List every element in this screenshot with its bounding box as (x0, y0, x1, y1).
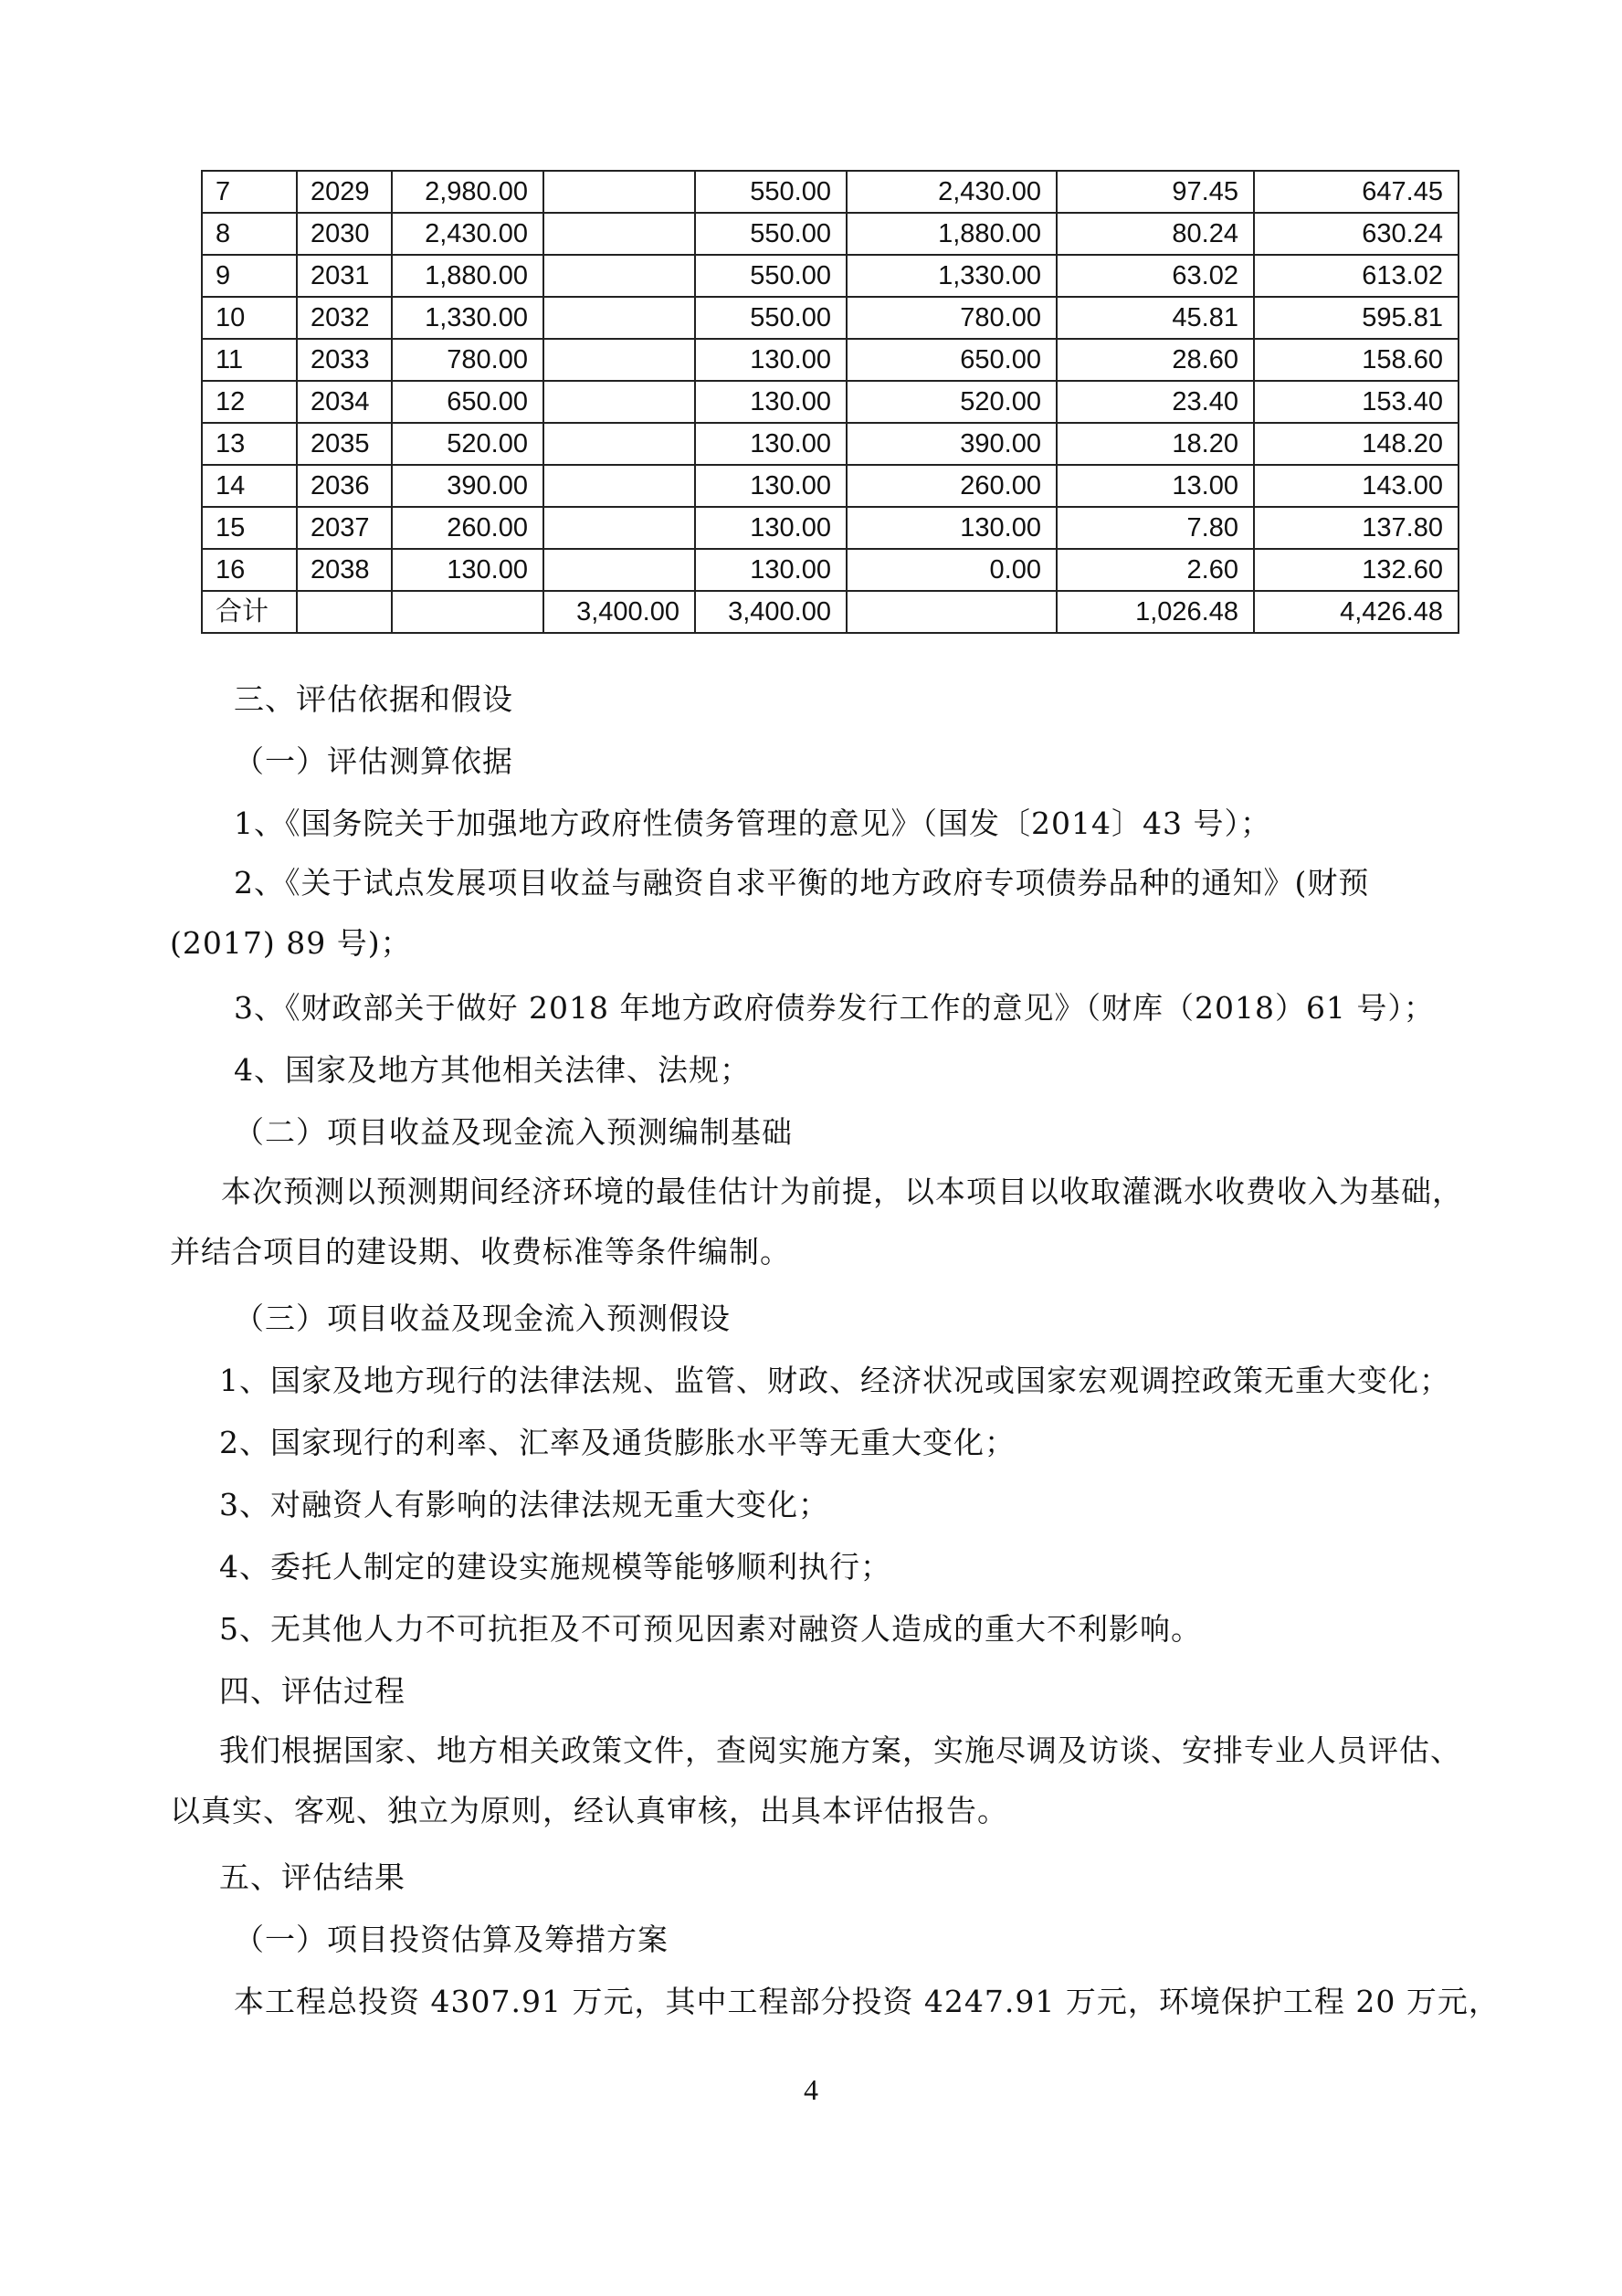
table-row (202, 423, 1459, 465)
table-cell: 2037 (297, 507, 392, 549)
table-row (202, 213, 1459, 255)
table-cell (543, 339, 695, 381)
table-cell: 130.00 (847, 507, 1057, 549)
table-cell: 2036 (297, 465, 392, 507)
basis-item-3: 3、《财政部关于做好 2018 年地方政府债券发行工作的意见》（财库（2018）61 号）； (234, 990, 1435, 1026)
table-cell: 1,330.00 (392, 297, 543, 339)
table-cell: 650.00 (847, 339, 1057, 381)
table-cell (543, 549, 695, 591)
table-cell: 153.40 (1254, 381, 1459, 423)
basis-item-1: 1、《国务院关于加强地方政府性债务管理的意见》（国发〔2014〕43 号）； (234, 806, 1271, 841)
table-row (202, 381, 1459, 423)
section-3-2-heading: （二）项目收益及现金流入预测编制基础 (234, 1114, 793, 1150)
table-cell: 3,400.00 (695, 591, 847, 633)
table-cell: 613.02 (1254, 255, 1459, 297)
table-cell: 28.60 (1057, 339, 1254, 381)
table-cell: 14 (202, 465, 297, 507)
investment-paragraph: 本工程总投资 4307.91 万元，其中工程部分投资 4247.91 万元，环境保护工程 20 万元， (234, 1984, 1500, 2019)
table-row (202, 507, 1459, 549)
table-cell: 7.80 (1057, 507, 1254, 549)
table-cell (543, 297, 695, 339)
section-4-heading: 四、评估过程 (219, 1673, 406, 1709)
table-cell: 1,330.00 (847, 255, 1057, 297)
assumption-1: 1、国家及地方现行的法律法规、监管、财政、经济状况或国家宏观调控政策无重大变化； (219, 1363, 1450, 1398)
table-cell: 97.45 (1057, 171, 1254, 213)
table-row (202, 339, 1459, 381)
table-cell: 130.00 (695, 465, 847, 507)
process-paragraph: 我们根据国家、地方相关政策文件，查阅实施方案，实施尽调及访谈、安排专业人员评估、以真实、客观、独立为原则，经认真审核，出具本评估报告。 (170, 1733, 1461, 1828)
table-cell (297, 591, 392, 633)
table-cell: 7 (202, 171, 297, 213)
table-row (202, 297, 1459, 339)
table-cell (392, 591, 543, 633)
table-cell: 2038 (297, 549, 392, 591)
table-cell: 16 (202, 549, 297, 591)
table-cell: 132.60 (1254, 549, 1459, 591)
table-cell: 1,880.00 (392, 255, 543, 297)
table-cell: 260.00 (392, 507, 543, 549)
table-cell: 143.00 (1254, 465, 1459, 507)
table-cell: 2033 (297, 339, 392, 381)
table-cell: 647.45 (1254, 171, 1459, 213)
table-cell: 2,430.00 (392, 213, 543, 255)
section-3-3-heading: （三）项目收益及现金流入预测假设 (234, 1301, 731, 1336)
section-3-1-heading: （一）评估测算依据 (234, 743, 513, 779)
assumption-5: 5、无其他人力不可抗拒及不可预见因素对融资人造成的重大不利影响。 (219, 1611, 1202, 1647)
table-cell: 550.00 (695, 297, 847, 339)
table-cell: 11 (202, 339, 297, 381)
assumption-2: 2、国家现行的利率、汇率及通货膨胀水平等无重大变化； (219, 1425, 1016, 1460)
table-cell: 15 (202, 507, 297, 549)
table-cell (543, 171, 695, 213)
table-cell: 3,400.00 (543, 591, 695, 633)
table-cell: 合计 (202, 591, 297, 633)
table-cell: 390.00 (392, 465, 543, 507)
table-cell (543, 213, 695, 255)
section-5-1-heading: （一）项目投资估算及筹措方案 (234, 1922, 669, 1957)
table-cell: 1,026.48 (1057, 591, 1254, 633)
table-cell: 520.00 (392, 423, 543, 465)
table-cell (543, 507, 695, 549)
table-cell: 130.00 (695, 381, 847, 423)
table-cell: 780.00 (847, 297, 1057, 339)
table-cell (543, 255, 695, 297)
section-3-heading: 三、评估依据和假设 (234, 681, 513, 717)
table-cell: 130.00 (695, 423, 847, 465)
table-cell: 137.80 (1254, 507, 1459, 549)
table-cell: 2034 (297, 381, 392, 423)
table-total-row (202, 591, 1459, 633)
table-cell: 8 (202, 213, 297, 255)
table-cell: 63.02 (1057, 255, 1254, 297)
table-row (202, 171, 1459, 213)
table-cell: 630.24 (1254, 213, 1459, 255)
table-cell: 4,426.48 (1254, 591, 1459, 633)
table-cell: 12 (202, 381, 297, 423)
table-row (202, 549, 1459, 591)
debt-schedule-table (201, 170, 1459, 634)
table-cell: 780.00 (392, 339, 543, 381)
table-cell: 9 (202, 255, 297, 297)
table-cell: 2031 (297, 255, 392, 297)
table-cell: 2035 (297, 423, 392, 465)
table-cell: 148.20 (1254, 423, 1459, 465)
table-cell: 390.00 (847, 423, 1057, 465)
table-cell: 130.00 (695, 507, 847, 549)
table-cell (543, 465, 695, 507)
table-cell: 260.00 (847, 465, 1057, 507)
table-cell: 18.20 (1057, 423, 1254, 465)
table-cell: 23.40 (1057, 381, 1254, 423)
basis-item-2: 2、《关于试点发展项目收益与融资自求平衡的地方政府专项债券品种的通知》(财预(2017) 89 号)； (170, 865, 1370, 961)
table-cell (847, 591, 1057, 633)
table-cell: 130.00 (695, 339, 847, 381)
table-cell: 550.00 (695, 255, 847, 297)
page-number: 4 (804, 2073, 818, 2106)
table-cell: 10 (202, 297, 297, 339)
table-cell: 550.00 (695, 171, 847, 213)
table-cell: 2,980.00 (392, 171, 543, 213)
table-cell: 520.00 (847, 381, 1057, 423)
table-cell: 2030 (297, 213, 392, 255)
table-cell: 595.81 (1254, 297, 1459, 339)
basis-paragraph: 本次预测以预测期间经济环境的最佳估计为前提，以本项目以收取灌溉水收费收入为基础，并结合项目的建设期、收费标准等条件编制。 (170, 1174, 1463, 1269)
table-cell: 0.00 (847, 549, 1057, 591)
table-cell: 13.00 (1057, 465, 1254, 507)
table-cell (543, 381, 695, 423)
assumption-3: 3、对融资人有影响的法律法规无重大变化； (219, 1487, 829, 1522)
table-cell: 130.00 (695, 549, 847, 591)
table-cell: 2,430.00 (847, 171, 1057, 213)
table-row (202, 255, 1459, 297)
table-cell: 80.24 (1057, 213, 1254, 255)
table-cell: 2029 (297, 171, 392, 213)
section-5-heading: 五、评估结果 (219, 1859, 406, 1895)
table-cell: 2.60 (1057, 549, 1254, 591)
table-cell: 650.00 (392, 381, 543, 423)
table-cell: 158.60 (1254, 339, 1459, 381)
table-cell: 1,880.00 (847, 213, 1057, 255)
table-cell: 130.00 (392, 549, 543, 591)
basis-item-4: 4、国家及地方其他相关法律、法规； (234, 1052, 751, 1088)
table-cell: 550.00 (695, 213, 847, 255)
table-cell (543, 423, 695, 465)
table-row (202, 465, 1459, 507)
table-cell: 45.81 (1057, 297, 1254, 339)
table-cell: 2032 (297, 297, 392, 339)
assumption-4: 4、委托人制定的建设实施规模等能够顺利执行； (219, 1549, 891, 1585)
table-cell: 13 (202, 423, 297, 465)
